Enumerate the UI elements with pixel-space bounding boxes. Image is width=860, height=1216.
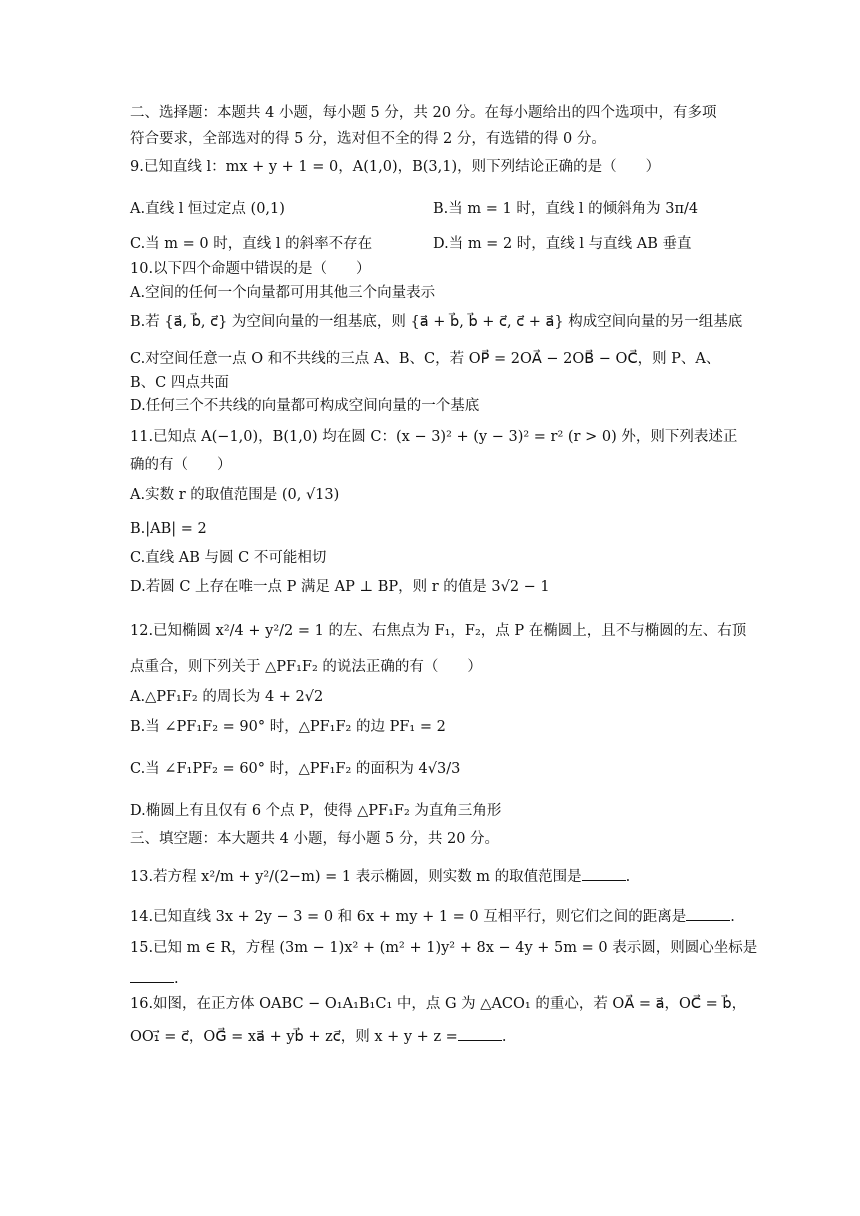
q10-option-b: B.若 {a⃗, b⃗, c⃗} 为空间向量的一组基底，则 {a⃗ + b⃗, b⃗ + c⃗, c⃗ + a⃗} 构成空间向量的另一组基底 [130,314,743,330]
q15-answer-blank[interactable] [130,968,174,983]
q9-option-c: C.当 m = 0 时，直线 l 的斜率不存在 [130,236,373,252]
q16-end: . [501,1029,507,1045]
q10-stem: 10.以下四个命题中错误的是（ ） [130,261,371,277]
q13-line [130,866,630,887]
q12-option-d: D.椭圆上有且仅有 6 个点 P，使得 △PF₁F₂ 为直角三角形 [130,803,502,819]
q15-end: . [174,971,179,987]
q10-option-c-line1: C.对空间任意一点 O 和不共线的三点 A、B、C，若 OP⃗ = 2OA⃗ − 2OB⃗ − OC⃗，则 P、A、 [130,351,721,367]
q9-stem: 9.已知直线 l：mx + y + 1 = 0，A(1,0)，B(3,1)，则下列结论正确的是（ ） [130,159,661,175]
q13-text: 13.若方程 x²/m + y²/(2−m) = 1 表示椭圆，则实数 m 的取值范围是 [130,869,582,885]
q10-option-a: A.空间的任何一个向量都可用其他三个向量表示 [130,285,436,301]
q11-option-d: D.若圆 C 上存在唯一点 P 满足 AP ⊥ BP，则 r 的值是 3√2 − 1 [130,579,550,595]
q12-option-c: C.当 ∠F₁PF₂ = 60° 时，△PF₁F₂ 的面积为 4√3/3 [130,761,461,777]
q11-stem-line2: 确的有（ ） [130,457,232,473]
q16-line1: 16.如图，在正方体 OABC − O₁A₁B₁C₁ 中，点 G 为 △ACO₁ 的重心，若 OA⃗ = a⃗，OC⃗ = b⃗， [130,996,747,1012]
q16-text: OO₁⃗ = c⃗，OG⃗ = xa⃗ + yb⃗ + zc⃗，则 x + y + z = [130,1029,458,1045]
section2-header-line2: 符合要求，全部选对的得 5 分，选对但不全的得 2 分，有选错的得 0 分。 [130,131,606,147]
section2-header-line1: 二、选择题：本题共 4 小题，每小题 5 分，共 20 分。在每小题给出的四个选项中，有多项 [130,105,717,121]
q9-option-a: A.直线 l 恒过定点 (0,1) [130,201,285,217]
section3-header: 三、填空题：本大题共 4 小题，每小题 5 分，共 20 分。 [130,831,500,847]
q10-option-c-line2: B、C 四点共面 [130,375,229,391]
q11-option-c: C.直线 AB 与圆 C 不可能相切 [130,550,327,566]
q11-option-a: A.实数 r 的取值范围是 (0, √13) [130,487,340,503]
q12-stem-line2: 点重合，则下列关于 △PF₁F₂ 的说法正确的有（ ） [130,659,482,675]
q13-answer-blank[interactable] [582,866,626,881]
q9-option-d: D.当 m = 2 时，直线 l 与直线 AB 垂直 [433,236,692,252]
q16-line2 [130,1026,506,1047]
q14-answer-blank[interactable] [686,906,730,921]
q9-option-b: B.当 m = 1 时，直线 l 的倾斜角为 3π/4 [433,201,699,217]
q16-answer-blank[interactable] [458,1026,502,1041]
q12-stem-line1: 12.已知椭圆 x²/4 + y²/2 = 1 的左、右焦点为 F₁，F₂，点 P 在椭圆上，且不与椭圆的左、右顶 [130,623,747,639]
q11-option-b: B.|AB| = 2 [130,521,207,537]
q13-end: . [625,869,631,885]
q12-option-b: B.当 ∠PF₁F₂ = 90° 时，△PF₁F₂ 的边 PF₁ = 2 [130,719,446,735]
q14-line [130,906,735,927]
q15-line2 [130,968,179,989]
q14-text: 14.已知直线 3x + 2y − 3 = 0 和 6x + my + 1 = 0 互相平行，则它们之间的距离是 [130,909,687,925]
q11-stem-line1: 11.已知点 A(−1,0)，B(1,0) 均在圆 C：(x − 3)² + (y − 3)² = r² (r > 0) 外，则下列表述正 [130,429,738,445]
q15-line1: 15.已知 m ∈ R，方程 (3m − 1)x² + (m² + 1)y² + 8x − 4y + 5m = 0 表示圆，则圆心坐标是 [130,940,758,956]
q12-option-a: A.△PF₁F₂ 的周长为 4 + 2√2 [130,689,324,705]
q14-end: . [730,909,735,925]
q10-option-d: D.任何三个不共线的向量都可构成空间向量的一个基底 [130,398,480,414]
